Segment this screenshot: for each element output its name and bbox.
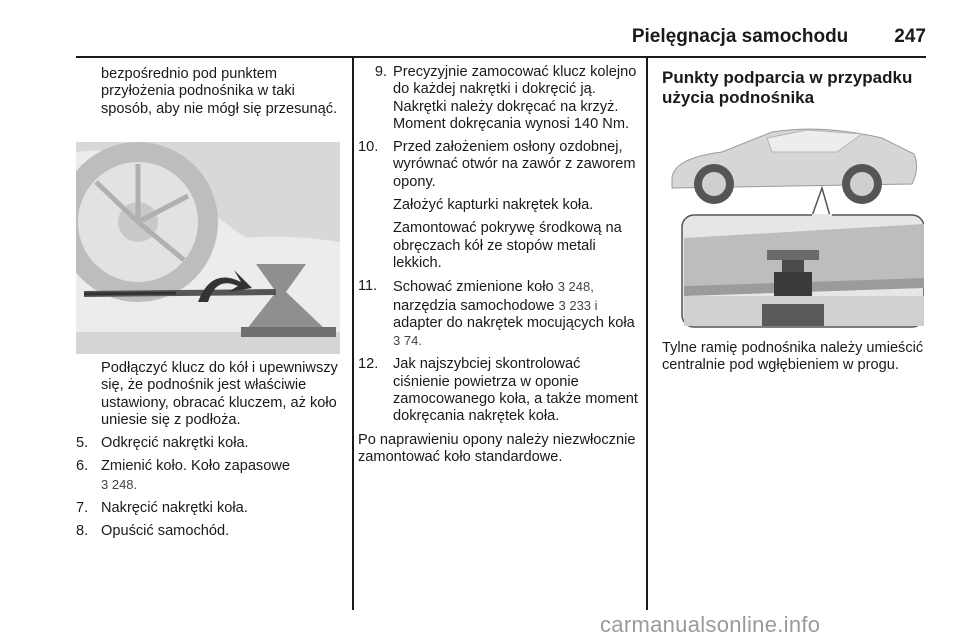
page-reference-link[interactable]: 3 248, [557, 279, 594, 295]
step-5 [76, 435, 350, 452]
jack-illustration [76, 142, 340, 354]
lift-point-illustration [662, 118, 924, 328]
step-7 [76, 500, 350, 517]
intro-paragraph: bezpośrednio pod punktem przyłożenia podnośnika w taki sposób, aby nie mógł się przesunąć. [101, 66, 338, 117]
step-11 [358, 278, 638, 350]
step-12 [358, 356, 638, 425]
step-number: 7. [76, 500, 89, 517]
page-reference-link[interactable]: 3 248. [101, 476, 138, 492]
step-8 [76, 523, 350, 540]
step-text: Przed założeniem osłony ozdobnej, wyrównać otwór na zawór z zaworem opony. [393, 139, 636, 190]
step-text: Opuścić samochód. [101, 523, 230, 540]
step-text-2: Założyć kapturki nakrętek koła. [393, 197, 594, 214]
step-number: 10. [358, 139, 379, 156]
step-text: Nakręcić nakrętki koła. [101, 500, 248, 517]
step-text-3: Zamontować pokrywę środkową na obręczach kół ze stopów metali lekkich. [393, 220, 622, 271]
step-6 [76, 458, 350, 494]
step-text: adapter do nakrętek mocujących koła [393, 314, 635, 331]
step-10 [358, 139, 638, 272]
step-text: Zmienić koło. Koło zapasowe [101, 458, 290, 475]
step-number: 8. [76, 523, 89, 540]
step-number: 12. [358, 356, 379, 373]
column-2 [358, 64, 638, 466]
step-number: 5. [76, 435, 89, 452]
closing-paragraph: Po naprawieniu opony należy niezwłocznie zamontować koło standardowe. [358, 431, 636, 465]
column-divider-left [352, 58, 354, 610]
step-text: Odkręcić nakrętki koła. [101, 435, 249, 452]
caption-paragraph: Tylne ramię podnośnika należy umieścić centralnie pod wgłębieniem w progu. [662, 340, 924, 374]
column-divider-right [646, 58, 648, 610]
step-text: Jak najszybciej skontrolować ciśnienie powietrza w oponie zamocowanego koła, a także moment dokręcania nakrętek koła. [393, 356, 638, 425]
header-rule [76, 56, 926, 58]
step-text: narzędzia samochodowe [393, 297, 555, 314]
section-title: Pielęgnacja samochodu [631, 26, 849, 47]
page-reference-link[interactable]: 3 74. [393, 333, 422, 349]
column-1-lower [76, 360, 350, 541]
step-number: 11. [358, 278, 378, 295]
after-image-paragraph: Podłączyć klucz do kół i upewniwszy się, że podnośnik jest właściwie ustawiony, obracać kluczem, aż koło uniesie się z podłoża. [101, 360, 338, 428]
page-number: 247 [894, 26, 926, 47]
step-number: 9. [374, 64, 387, 80]
watermark: carmanualsonline.info [600, 612, 821, 637]
step-text: Precyzyjnie zamocować klucz kolejno do każdej nakrętki i dokręcić ją. Nakrętki należy dokręcać na krzyż. Moment dokręcania wynosi 140 Nm. [393, 64, 637, 132]
step-9 [358, 64, 638, 133]
page-reference-link[interactable]: 3 233 i [558, 297, 598, 313]
column-3 [662, 68, 924, 108]
step-text: Schować zmienione koło [393, 279, 554, 296]
column-3-lower [662, 340, 926, 375]
column-1 [76, 66, 342, 118]
page-header [76, 26, 926, 56]
section-heading: Punkty podparcia w przypadku użycia podnośnika [662, 68, 913, 107]
step-number: 6. [76, 458, 89, 475]
